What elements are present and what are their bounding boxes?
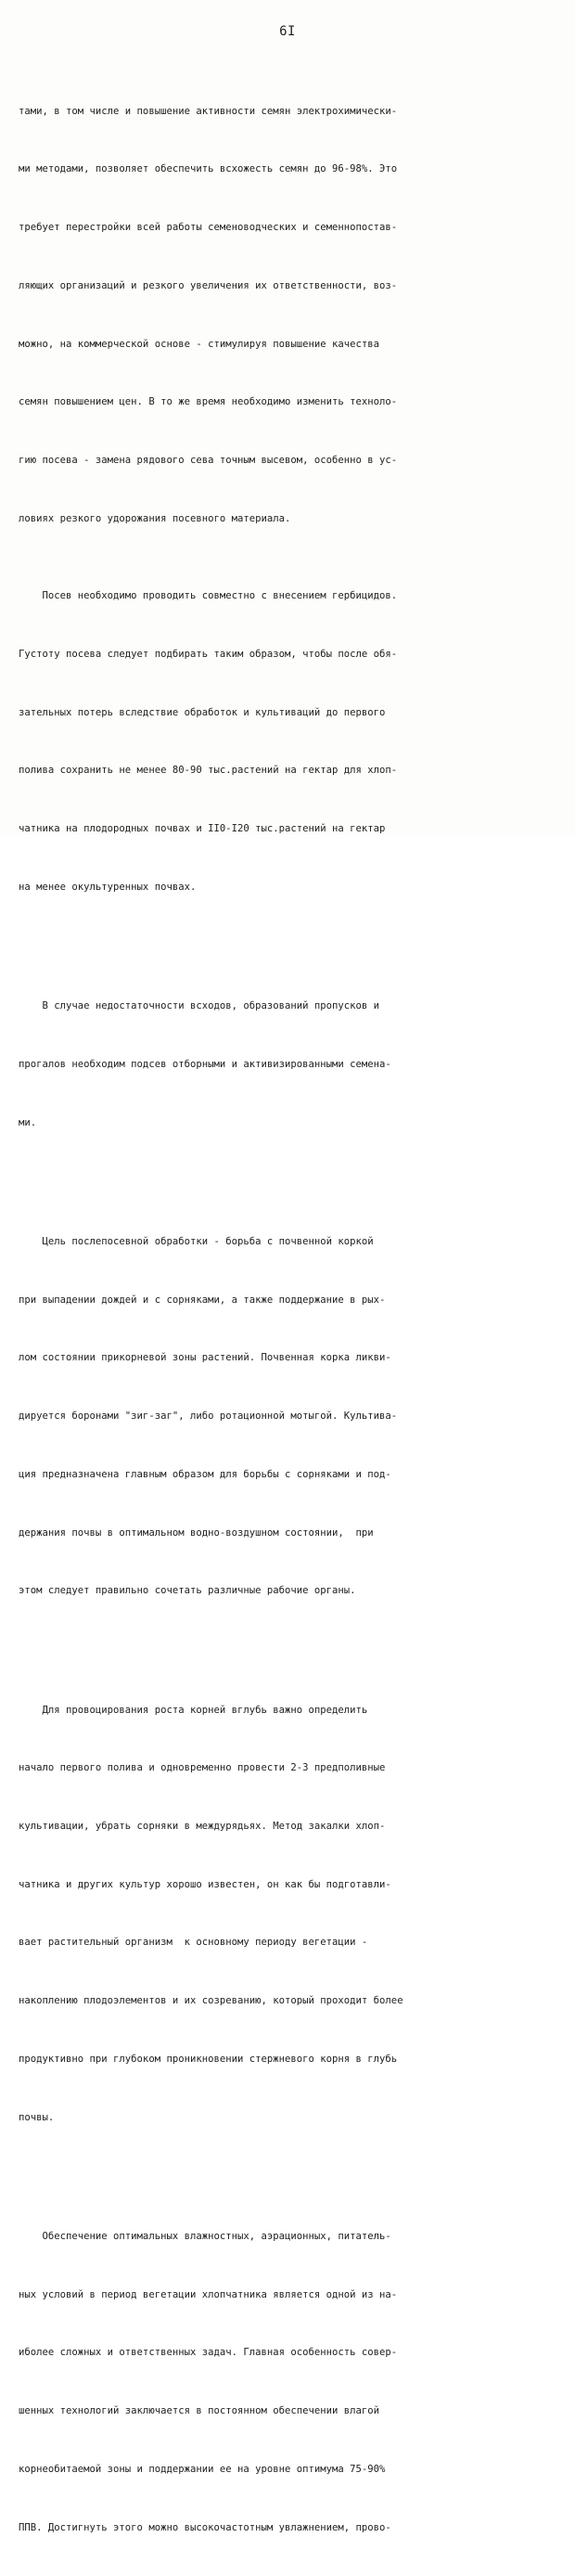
text-line: вает растительный организм к основному периоду вегетации -	[19, 1937, 368, 1949]
text-line: Обеспечение оптимальных влажностных, аэрационных, питатель-	[19, 2231, 391, 2242]
text-line: иболее сложных и ответственных задач. Главная особенность совер-	[19, 2347, 398, 2359]
body-text	[19, 44, 575, 2576]
text-line: требует перестройки всей работы семеноводческих и семеннопостав-	[19, 222, 398, 234]
text-line: полива сохранить не менее 80-90 тыс.растений на гектар для хлоп-	[19, 765, 398, 777]
page-number: 6I	[279, 24, 296, 39]
text-line: лом состоянии прикорневой зоны растений. Почвенная корка ликви-	[19, 1352, 391, 1364]
text-line: ми методами, позволяет обеспечить всхожесть семян до 96-98%. Это	[19, 163, 398, 175]
text-line: гию посева - замена рядового сева точным высевом, особенно в ус-	[19, 454, 398, 466]
text-line: ция предназначена главным образом для борьбы с сорняками и под-	[19, 1468, 391, 1480]
text-line: при выпадении дождей и с сорняками, а также поддержание в рых-	[19, 1294, 386, 1306]
text-line: на менее окультуренных почвах.	[19, 881, 197, 893]
text-line: ляющих организаций и резкого увеличения их ответственности, воз-	[19, 279, 398, 291]
text-line: держания почвы в оптимальном водно-воздушном состоянии, при	[19, 1526, 374, 1539]
text-line: шенных технологий заключается в постоянном обеспечении влагой	[19, 2405, 380, 2417]
text-line: Густоту посева следует подбирать таким образом, чтобы после обя-	[19, 648, 398, 660]
text-line: прогалов необходим подсев отборными и активизированными семена-	[19, 1058, 391, 1070]
text-line: чатника на плодородных почвах и II0-I20 тыс.растений на гектар	[19, 823, 386, 835]
text-line: корнеобитаемой зоны и поддержании ее на уровне оптимума 75-90%	[19, 2463, 386, 2475]
text-line: Цель послепосевной обработки - борьба с почвенной коркой	[19, 1236, 374, 1248]
text-line: Посев необходимо проводить совместно с внесением гербицидов.	[19, 590, 398, 602]
text-line: семян повышением цен. В то же время необходимо изменить техноло-	[19, 396, 398, 408]
text-line: зательных потерь вследствие обработок и культиваций до первого	[19, 706, 386, 718]
text-line: ных условий в период вегетации хлопчатника является одной из на-	[19, 2288, 398, 2300]
text-line: можно, на коммерческой основе - стимулируя повышение качества	[19, 338, 380, 350]
text-line: накоплению плодоэлементов и их созреванию, который проходит более	[19, 1995, 403, 2007]
text-line: чатника и других культур хорошо известен, он как бы подготавли-	[19, 1878, 391, 1890]
text-line: ми.	[19, 1116, 37, 1128]
text-line: культивации, убрать сорняки в междурядьях. Метод закалки хлоп-	[19, 1821, 386, 1833]
text-line: Для провоцирования роста корней вглубь важно определить	[19, 1704, 368, 1716]
text-line: этом следует правильно сочетать различные рабочие органы.	[19, 1585, 356, 1597]
text-line: В случае недостаточности всходов, образований пропусков и	[19, 1000, 380, 1012]
text-line: тами, в том числе и повышение активности семян электрохимически-	[19, 105, 398, 117]
text-line: дируется боронами "зиг-заг", либо ротационной мотыгой. Культива-	[19, 1410, 398, 1423]
text-line: ловиях резкого удорожания посевного материала.	[19, 512, 291, 524]
text-line: продуктивно при глубоком проникновении стержневого корня в глубь	[19, 2053, 398, 2065]
text-line: начало первого полива и одновременно провести 2-3 предполивные	[19, 1762, 386, 1774]
text-line: почвы.	[19, 2111, 55, 2123]
text-line: ППВ. Достигнуть этого можно высокочастотным увлажнением, прово-	[19, 2521, 391, 2533]
